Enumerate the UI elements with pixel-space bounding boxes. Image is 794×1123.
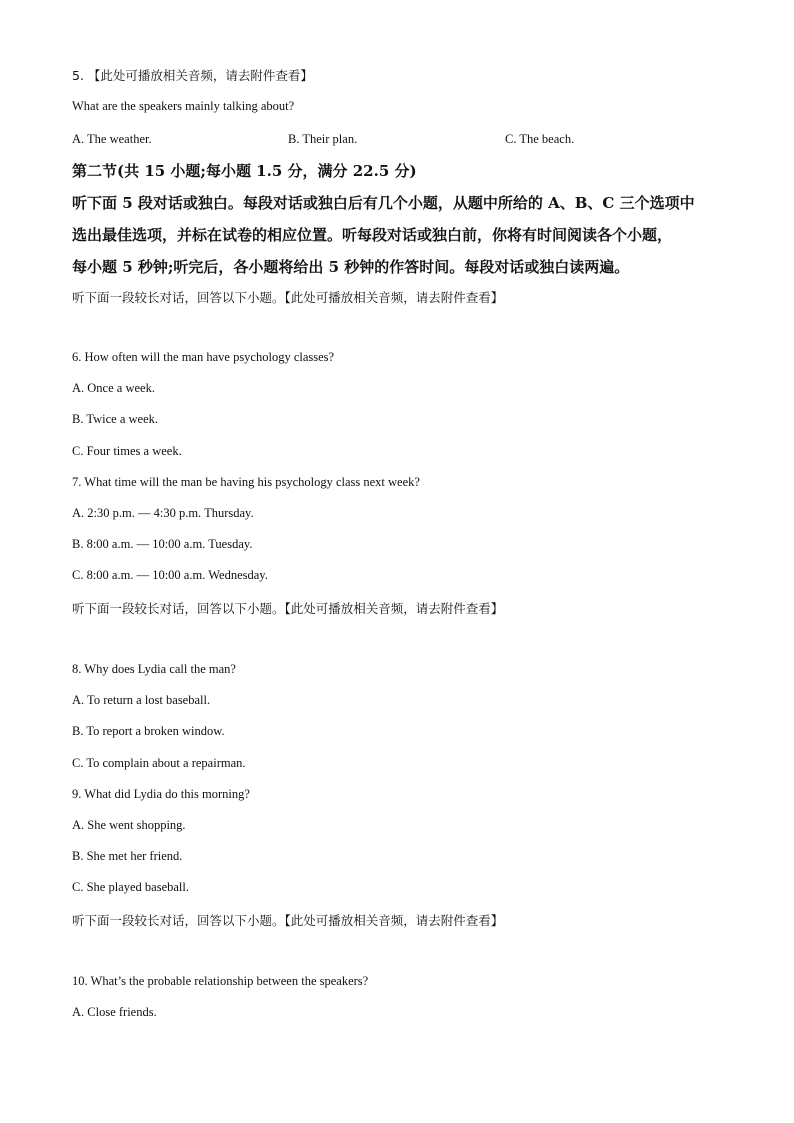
q8-option-a: A. To return a lost baseball.	[72, 693, 211, 707]
q6-question: 6. How often will the man have psychology classes?	[72, 350, 335, 364]
q8-option-c: C. To complain about a repairman.	[72, 756, 246, 770]
q5-option-b: B. Their plan.	[288, 132, 358, 146]
section2-instruction-3: 每小题 5 秒钟;听完后，各小题将给出 5 秒钟的作答时间。每段对话或独白读两遍。	[72, 258, 630, 276]
q9-option-c: C. She played baseball.	[72, 880, 189, 894]
section2-title: 第二节(共 15 小题;每小题 1.5 分，满分 22.5 分)	[72, 162, 417, 180]
q6-option-a: A. Once a week.	[72, 381, 155, 395]
section2-instruction-1: 听下面 5 段对话或独白。每段对话或独白后有几个小题，从题中所给的 A、B、C 三个选项中	[72, 194, 695, 212]
q5-option-c: C. The beach.	[505, 132, 575, 146]
q7-option-c: C. 8:00 a.m. — 10:00 a.m. Wednesday.	[72, 568, 268, 582]
dialogue-prompt-1[interactable]: 听下面一段较长对话，回答以下小题。【此处可播放相关音频，请去附件查看】	[72, 290, 504, 305]
q9-option-b: B. She met her friend.	[72, 849, 183, 863]
q6-option-c: C. Four times a week.	[72, 444, 182, 458]
q5-option-a: A. The weather.	[72, 132, 152, 146]
q7-question: 7. What time will the man be having his psychology class next week?	[72, 475, 420, 489]
q5-question: What are the speakers mainly talking about?	[72, 99, 295, 113]
q10-question: 10. What’s the probable relationship between the speakers?	[72, 974, 369, 988]
q9-option-a: A. She went shopping.	[72, 818, 186, 832]
q5-header[interactable]: 5. 【此处可播放相关音频，请去附件查看】	[72, 68, 313, 83]
section2-instruction-2: 选出最佳选项，并标在试卷的相应位置。听每段对话或独白前，你将有时间阅读各个小题，	[72, 226, 673, 244]
q7-option-a: A. 2:30 p.m. — 4:30 p.m. Thursday.	[72, 506, 254, 520]
q9-question: 9. What did Lydia do this morning?	[72, 787, 250, 801]
q8-question: 8. Why does Lydia call the man?	[72, 662, 236, 676]
q6-option-b: B. Twice a week.	[72, 412, 159, 426]
q7-option-b: B. 8:00 a.m. — 10:00 a.m. Tuesday.	[72, 537, 253, 551]
dialogue-prompt-3[interactable]: 听下面一段较长对话，回答以下小题。【此处可播放相关音频，请去附件查看】	[72, 913, 504, 928]
dialogue-prompt-2[interactable]: 听下面一段较长对话，回答以下小题。【此处可播放相关音频，请去附件查看】	[72, 601, 504, 616]
q8-option-b: B. To report a broken window.	[72, 724, 225, 738]
q10-option-a: A. Close friends.	[72, 1005, 157, 1019]
